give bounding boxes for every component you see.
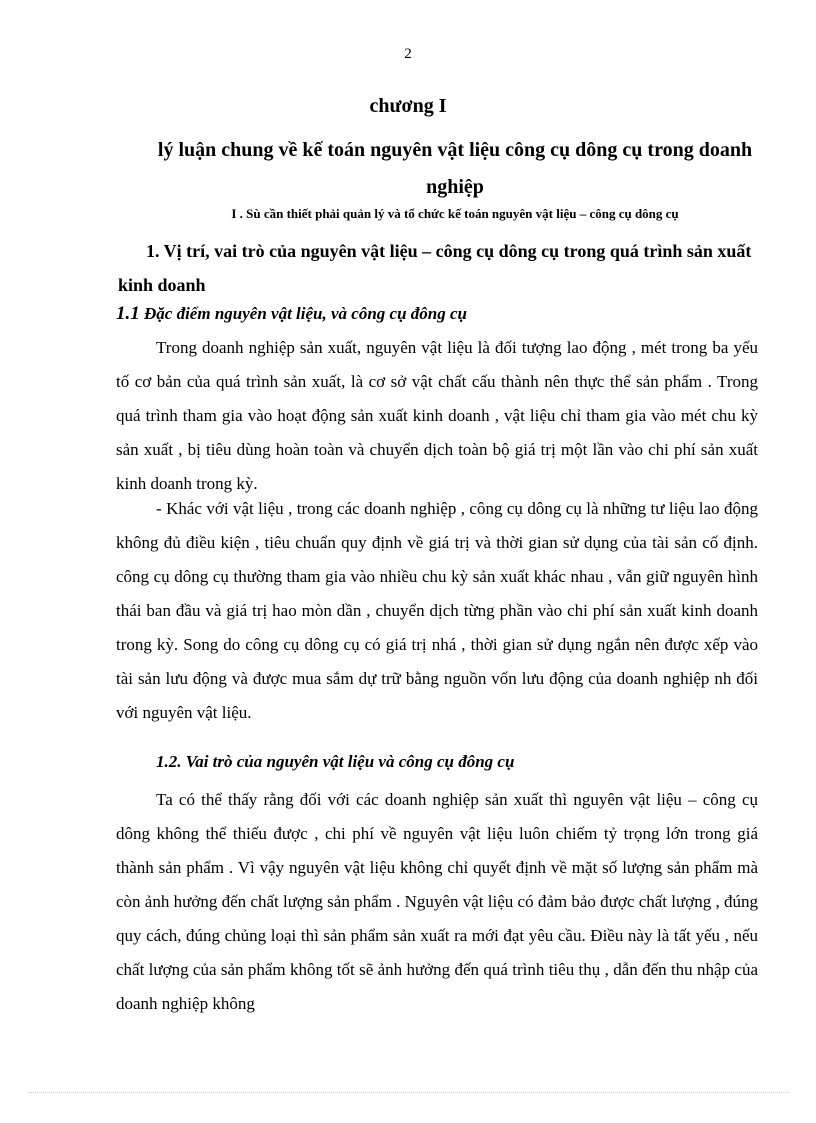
heading-1-1 (116, 303, 467, 325)
chapter-title: chương I (369, 95, 447, 117)
paragraph-1: Trong doanh nghiệp sản xuất, nguyên vật liệu là đối tượng lao động , mét trong ba yếu tố cơ bản của quá trình sản xuất, là cơ sở vật chất cấu thành nên thực thể sản phẩm . Trong quá trình tham gia vào hoạt động sản xuất kinh doanh , vật liệu chỉ tham gia vào mét chu kỳ sản xuất , bị tiêu dùng hoàn toàn và chuyển dịch toàn bộ giá trị một lần vào chi phí sản xuất kinh doanh trong kỳ. (116, 338, 758, 493)
heading-1-2: 1.2. Vai trò của nguyên vật liệu và công cụ đông cụ (156, 752, 515, 771)
heading-1-1-number: 1.1 (116, 303, 140, 324)
heading-1-1-text: Đặc điểm nguyên vật liệu, và công cụ đông cụ (144, 304, 467, 323)
paragraph-3: Ta có thể thấy rằng đối với các doanh nghiệp sản xuất thì nguyên vật liệu – công cụ dông không thể thiếu được , chi phí về nguyên vật liệu luôn chiếm tỷ trọng lớn trong giá thành sản phẩm . Vì vậy nguyên vật liệu không chỉ quyết định về mặt số lượng sản phẩm mà còn ảnh hưởng đến chất lượng sản phẩm . Nguyên vật liệu có đảm bảo được chất lượng , đúng quy cách, đúng chủng loại thì sản phẩm sản xuất ra mới đạt yêu cầu. Điều này là tất yếu , nếu chất lượng của sản phẩm không tốt sẽ ảnh hưởng đến quá trình tiêu thụ , dẫn đến thu nhập của doanh nghiệp không (116, 790, 758, 1013)
paragraph-2: - Khác với vật liệu , trong các doanh nghiệp , công cụ dông cụ là những tư liệu lao động không đủ điều kiện , tiêu chuẩn quy định về giá trị và thời gian sử dụng của tài sản cố định. công cụ dông cụ thường tham gia vào nhiều chu kỳ sản xuất khác nhau , vẫn giữ nguyên hình thái ban đầu và giá trị hao mòn dần , chuyển dịch từng phần vào chi phí sản xuất kinh doanh trong kỳ. Song do công cụ dông cụ có giá trị nhá , thời gian sử dụng ngắn nên được xếp vào tài sản lưu động và được mua sắm dự trữ bằng nguồn vốn lưu động của doanh nghiệp nh đối với nguyên vật liệu. (116, 499, 758, 722)
chapter-subtitle: lý luận chung về kế toán nguyên vật liệu công cụ dông cụ trong doanh nghiệp (157, 139, 753, 198)
section-heading: I . Sù cần thiết phải quản lý và tổ chức kế toán nguyên vật liệu – công cụ dông cụ (231, 206, 679, 221)
heading-1: 1. Vị trí, vai trò của nguyên vật liệu – công cụ dông cụ trong quá trình sản xuất kinh doanh (118, 241, 752, 295)
page-footer-rule (28, 1092, 788, 1093)
page-number: 2 (404, 46, 412, 62)
